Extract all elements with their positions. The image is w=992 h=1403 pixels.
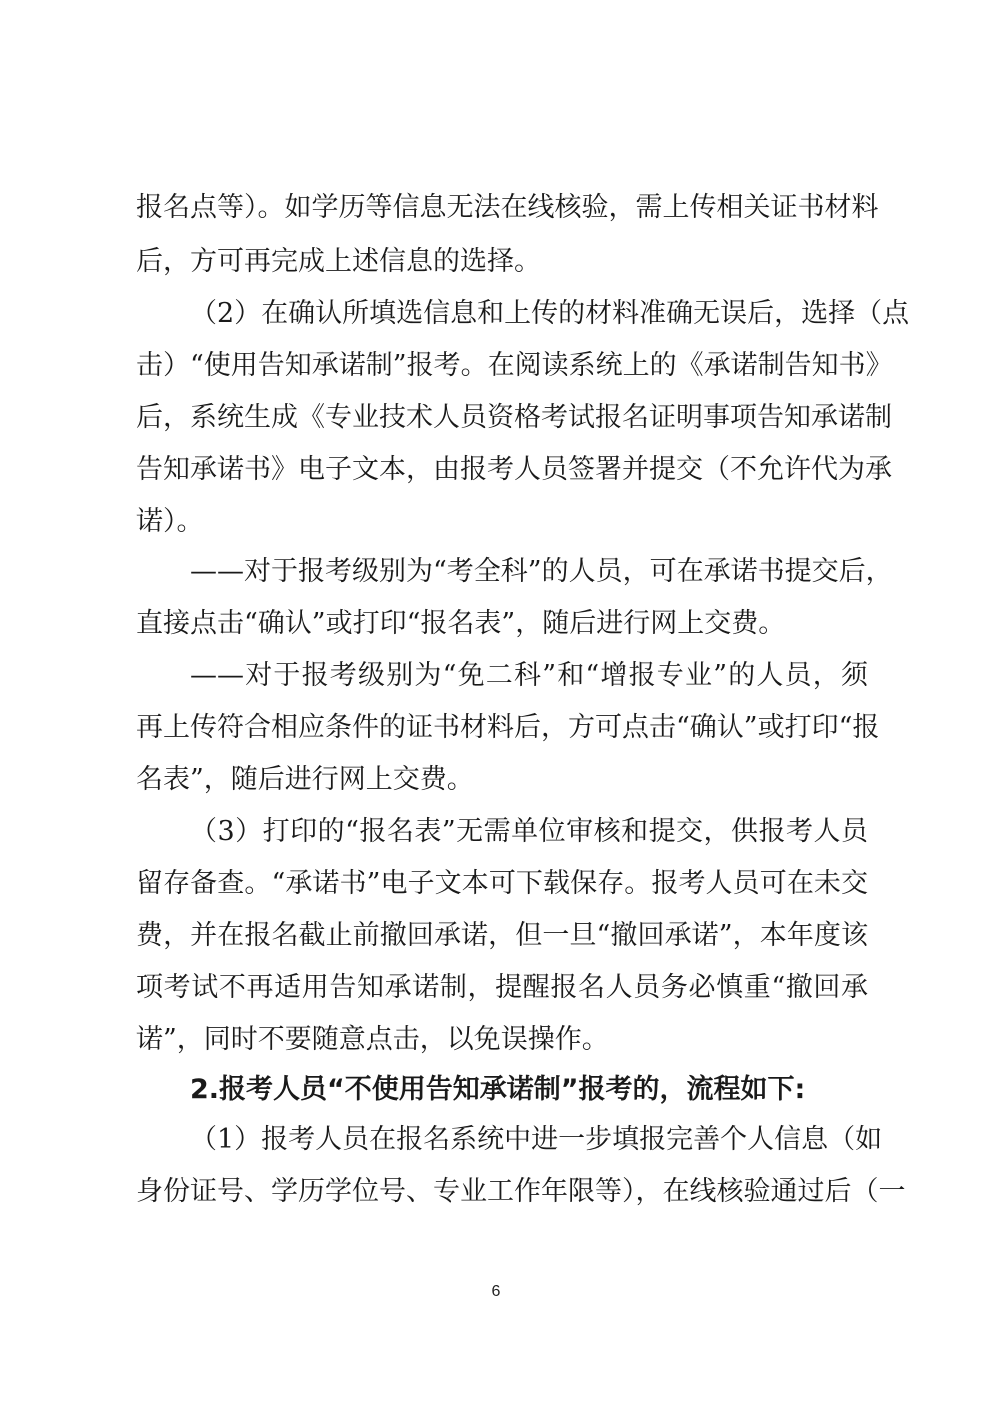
paragraph-line: 报名点等）。如学历等信息无法在线核验，需上传相关证书材料 [136, 192, 879, 223]
paragraph-line: 击）“使用告知承诺制”报考。在阅读系统上的《承诺制告知书》 [136, 350, 893, 381]
paragraph-line: 项考试不再适用告知承诺制，提醒报名人员务必慎重“撤回承 [136, 972, 868, 1003]
paragraph-line: 费，并在报名截止前撤回承诺，但一旦“撤回承诺”，本年度该 [136, 920, 868, 951]
paragraph-line: 留存备查。“承诺书”电子文本可下载保存。报考人员可在未交 [136, 868, 868, 899]
paragraph-line: 名表”，随后进行网上交费。 [136, 764, 474, 795]
paragraph-line: ——对于报考级别为“免二科”和“增报专业”的人员，须 [190, 660, 868, 691]
paragraph-line: 后，系统生成《专业技术人员资格考试报名证明事项告知承诺制 [136, 402, 892, 433]
paragraph-line: 告知承诺书》电子文本，由报考人员签署并提交（不允许代为承 [136, 454, 892, 485]
paragraph-line: 后，方可再完成上述信息的选择。 [136, 246, 541, 277]
paragraph-line: （3）打印的“报名表”无需单位审核和提交，供报考人员 [190, 816, 868, 847]
page-number: 6 [491, 1283, 501, 1300]
paragraph-line: 再上传符合相应条件的证书材料后，方可点击“确认”或打印“报 [136, 712, 880, 743]
paragraph-line: 诺”，同时不要随意点击，以免误操作。 [136, 1024, 609, 1055]
section-heading: 2.报考人员“不使用告知承诺制”报考的，流程如下: [190, 1074, 806, 1105]
paragraph-line: 身份证号、学历学位号、专业工作年限等），在线核验通过后（一 [136, 1176, 906, 1207]
paragraph-line: （2）在确认所填选信息和上传的材料准确无误后，选择（点 [190, 298, 910, 329]
paragraph-line: （1）报考人员在报名系统中进一步填报完善个人信息（如 [190, 1124, 883, 1155]
paragraph-line: 直接点击“确认”或打印“报名表”，随后进行网上交费。 [136, 608, 786, 639]
paragraph-line: 诺）。 [136, 506, 204, 537]
paragraph-line: ——对于报考级别为“考全科”的人员，可在承诺书提交后， [190, 556, 893, 587]
